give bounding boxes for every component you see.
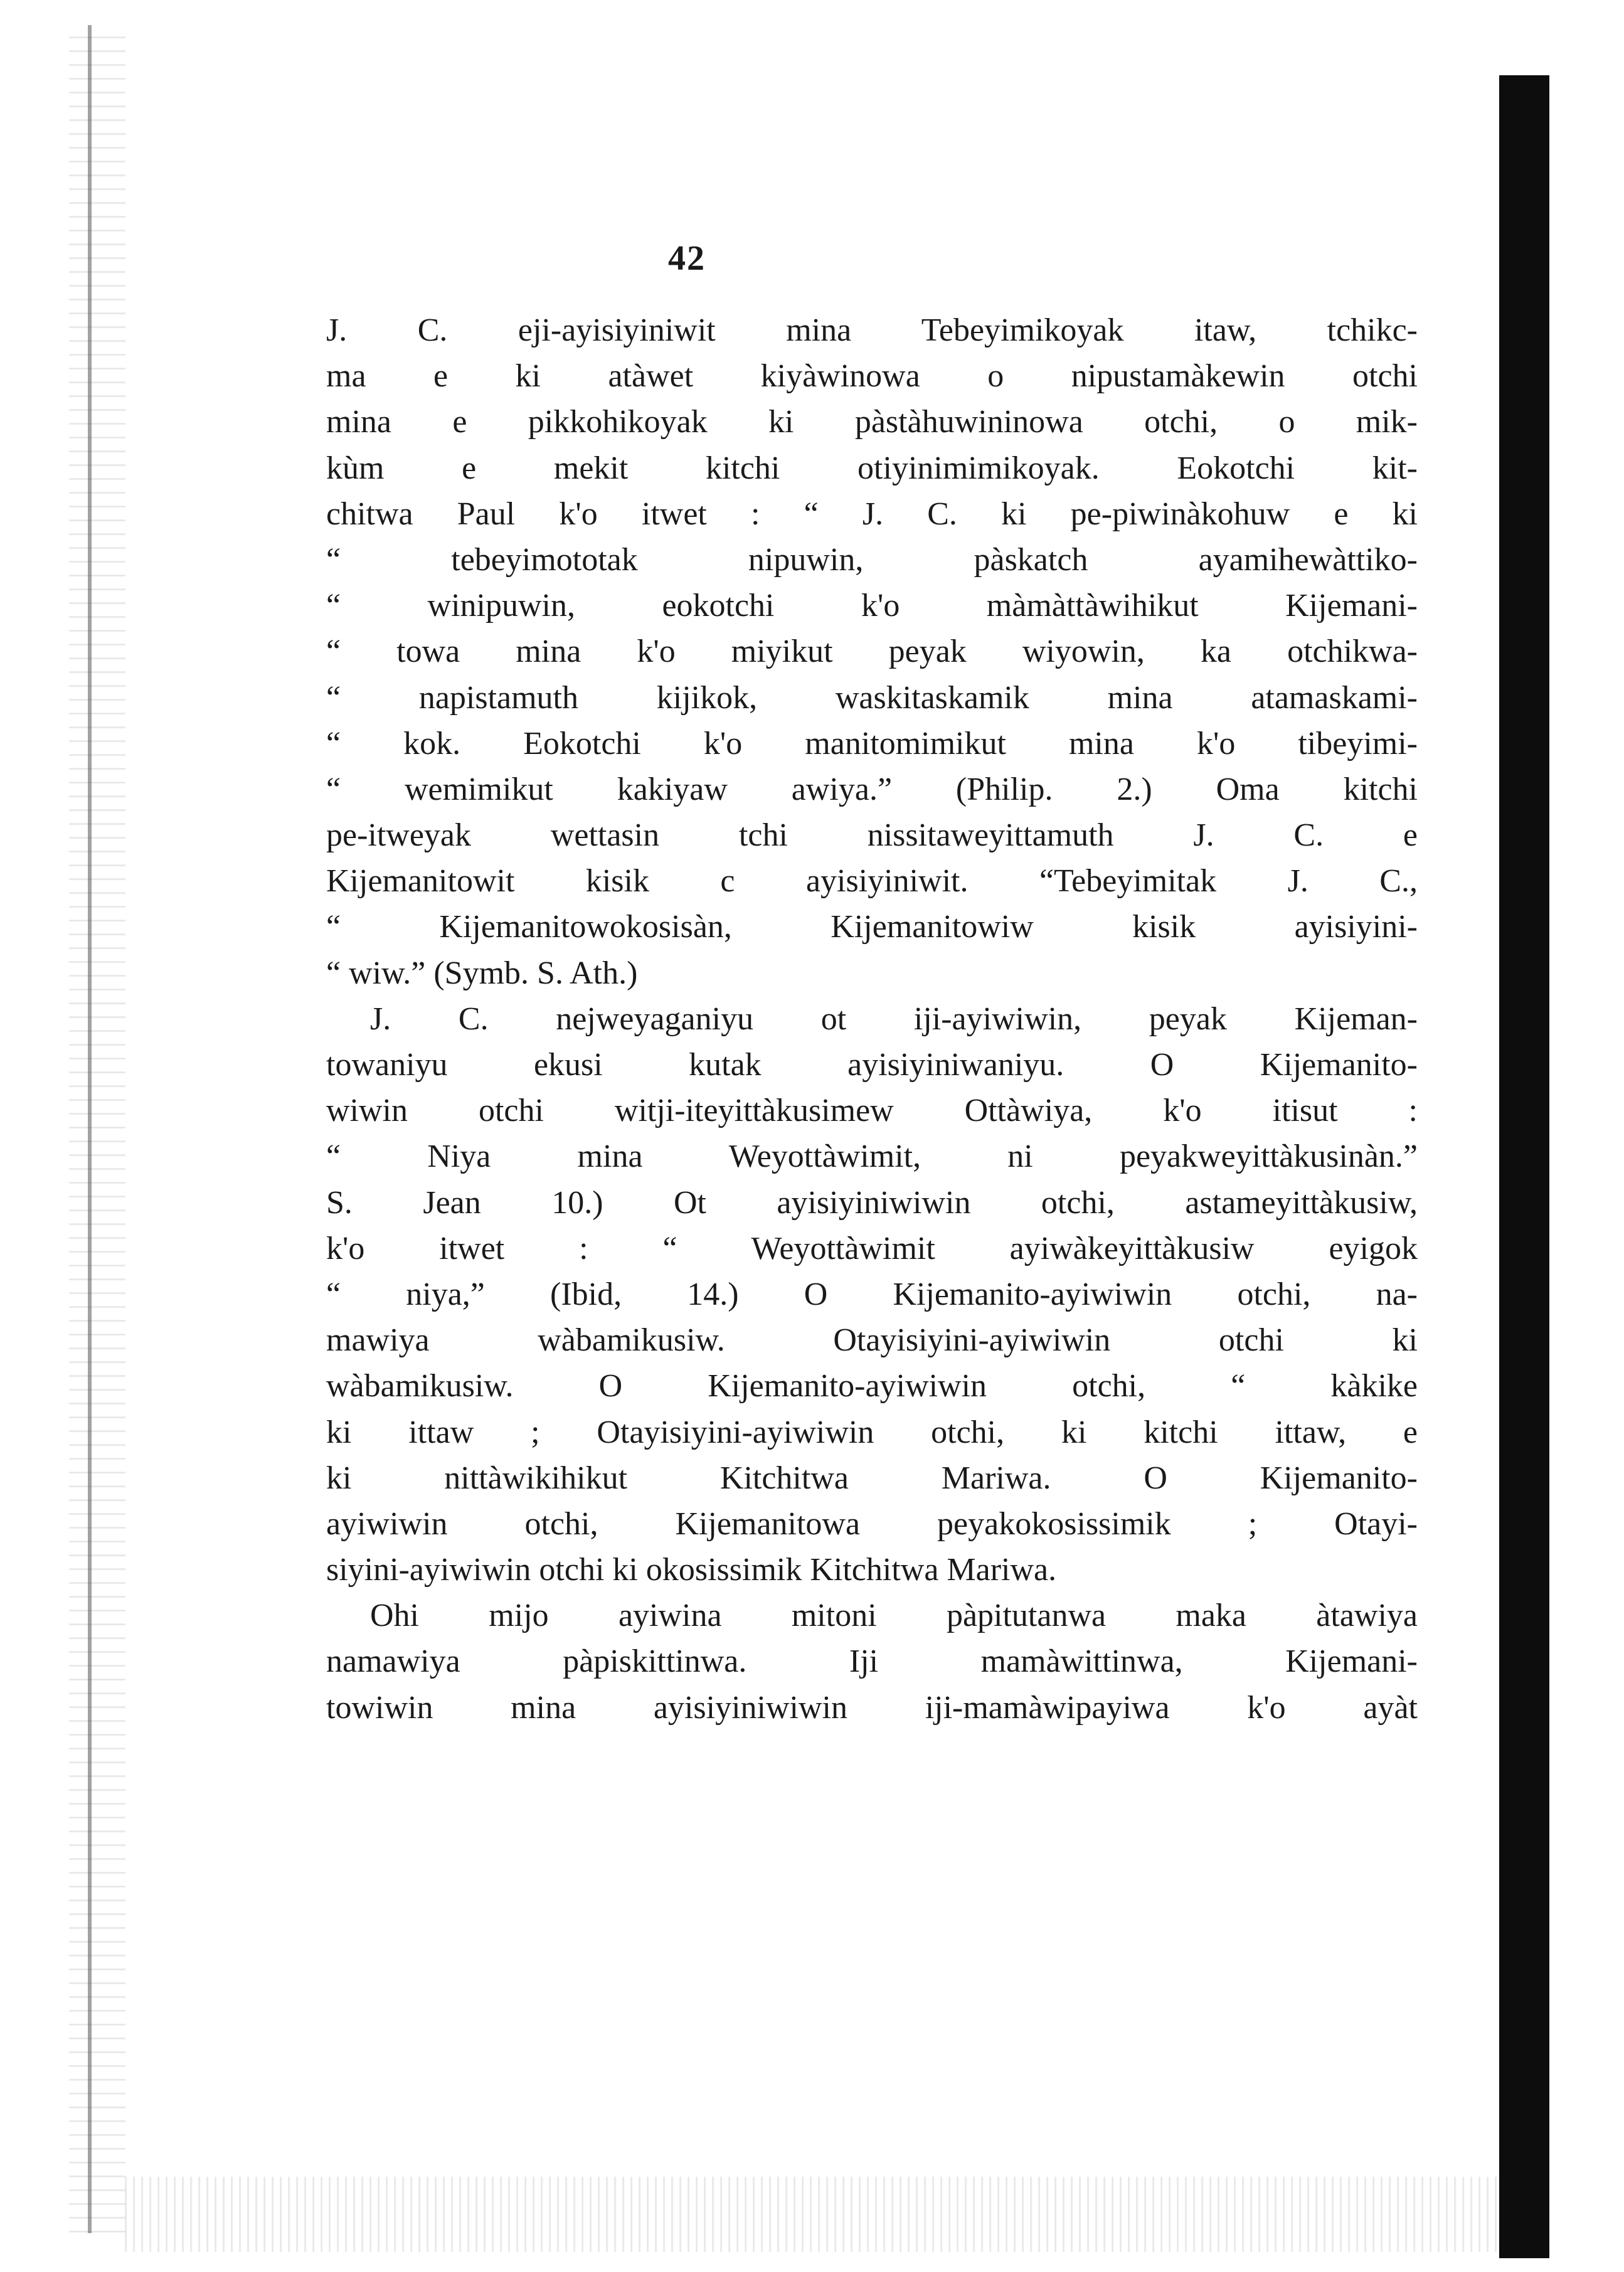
text-line: ayiwiwin otchi, Kijemanitowa peyakokosissimik ; Otayi- bbox=[326, 1505, 1418, 1542]
text-line: towiwin mina ayisiyiniwiwin iji-mamàwipayiwa k'o ayàt bbox=[326, 1689, 1418, 1726]
text-line: wiwin otchi witji-iteyittàkusimew Ottàwiya, k'o itisut : bbox=[326, 1093, 1418, 1129]
text-line: “ Kijemanitowokosisàn, Kijemanitowiw kisik ayisiyini- bbox=[326, 909, 1418, 945]
text-line: ma e ki atàwet kiyàwinowa o nipustamàkewin otchi bbox=[326, 358, 1418, 395]
text-line: mina e pikkohikoyak ki pàstàhuwininowa otchi, o mik- bbox=[326, 404, 1418, 440]
text-line: chitwa Paul k'o itwet : “ J. C. ki pe-piwinàkohuw e ki bbox=[326, 496, 1418, 532]
text-line: “ napistamuth kijikok, waskitaskamik mina atamaskami- bbox=[326, 679, 1418, 716]
text-line: “ wemimikut kakiyaw awiya.” (Philip. 2.) Oma kitchi bbox=[326, 771, 1418, 807]
text-line: namawiya pàpiskittinwa. Iji mamàwittinwa, Kijemani- bbox=[326, 1643, 1418, 1680]
text-line: “ Niya mina Weyottàwimit, ni peyakweyittàkusinàn.” bbox=[326, 1139, 1418, 1175]
text-line: J. C. nejweyaganiyu ot iji-ayiwiwin, peyak Kijeman- bbox=[370, 1001, 1418, 1037]
text-line: “ winipuwin, eokotchi k'o màmàttàwihikut Kijemani- bbox=[326, 588, 1418, 624]
text-line: S. Jean 10.) Ot ayisiyiniwiwin otchi, astameyittàkusiw, bbox=[326, 1184, 1418, 1221]
text-line: “ kok. Eokotchi k'o manitomimikut mina k'o tibeyimi- bbox=[326, 725, 1418, 762]
text-line: J. C. eji-ayisiyiniwit mina Tebeyimikoyak itaw, tchikc- bbox=[326, 312, 1418, 348]
scan-left-edge-line bbox=[88, 25, 92, 2233]
page-number: 42 bbox=[668, 239, 706, 278]
text-line: Ohi mijo ayiwina mitoni pàpitutanwa maka àtawiya bbox=[370, 1598, 1418, 1634]
text-line: “ towa mina k'o miyikut peyak wiyowin, ka otchikwa- bbox=[326, 634, 1418, 670]
text-line: “ tebeyimototak nipuwin, pàskatch ayamihewàttiko- bbox=[326, 541, 1418, 578]
scan-bottom-noise bbox=[119, 2177, 1499, 2252]
text-line: pe-itweyak wettasin tchi nissitaweyittamuth J. C. e bbox=[326, 817, 1418, 854]
text-line: towaniyu ekusi kutak ayisiyiniwaniyu. O Kijemanito- bbox=[326, 1047, 1418, 1083]
text-line: wàbamikusiw. O Kijemanito-ayiwiwin otchi, “ kàkike bbox=[326, 1368, 1418, 1404]
text-line: mawiya wàbamikusiw. Otayisiyini-ayiwiwin otchi ki bbox=[326, 1322, 1418, 1359]
text-line: siyini-ayiwiwin otchi ki okosissimik Kitchitwa Mariwa. bbox=[326, 1552, 1057, 1588]
body-text bbox=[326, 307, 1418, 1731]
text-line: ki nittàwikihikut Kitchitwa Mariwa. O Kijemanito- bbox=[326, 1460, 1418, 1496]
scan-right-edge-shadow bbox=[1499, 75, 1549, 2258]
text-line: “ wiw.” (Symb. S. Ath.) bbox=[326, 955, 638, 991]
text-line: ki ittaw ; Otayisiyini-ayiwiwin otchi, ki kitchi ittaw, e bbox=[326, 1414, 1418, 1450]
text-line: “ niya,” (Ibid, 14.) O Kijemanito-ayiwiwin otchi, na- bbox=[326, 1276, 1418, 1312]
text-line: k'o itwet : “ Weyottàwimit ayiwàkeyittàkusiw eyigok bbox=[326, 1230, 1418, 1266]
scan-left-edge-shadow bbox=[69, 25, 125, 2233]
text-line: Kijemanitowit kisik c ayisiyiniwit. “Tebeyimitak J. C., bbox=[326, 863, 1418, 900]
text-line: kùm e mekit kitchi otiyinimimikoyak. Eokotchi kit- bbox=[326, 450, 1418, 486]
